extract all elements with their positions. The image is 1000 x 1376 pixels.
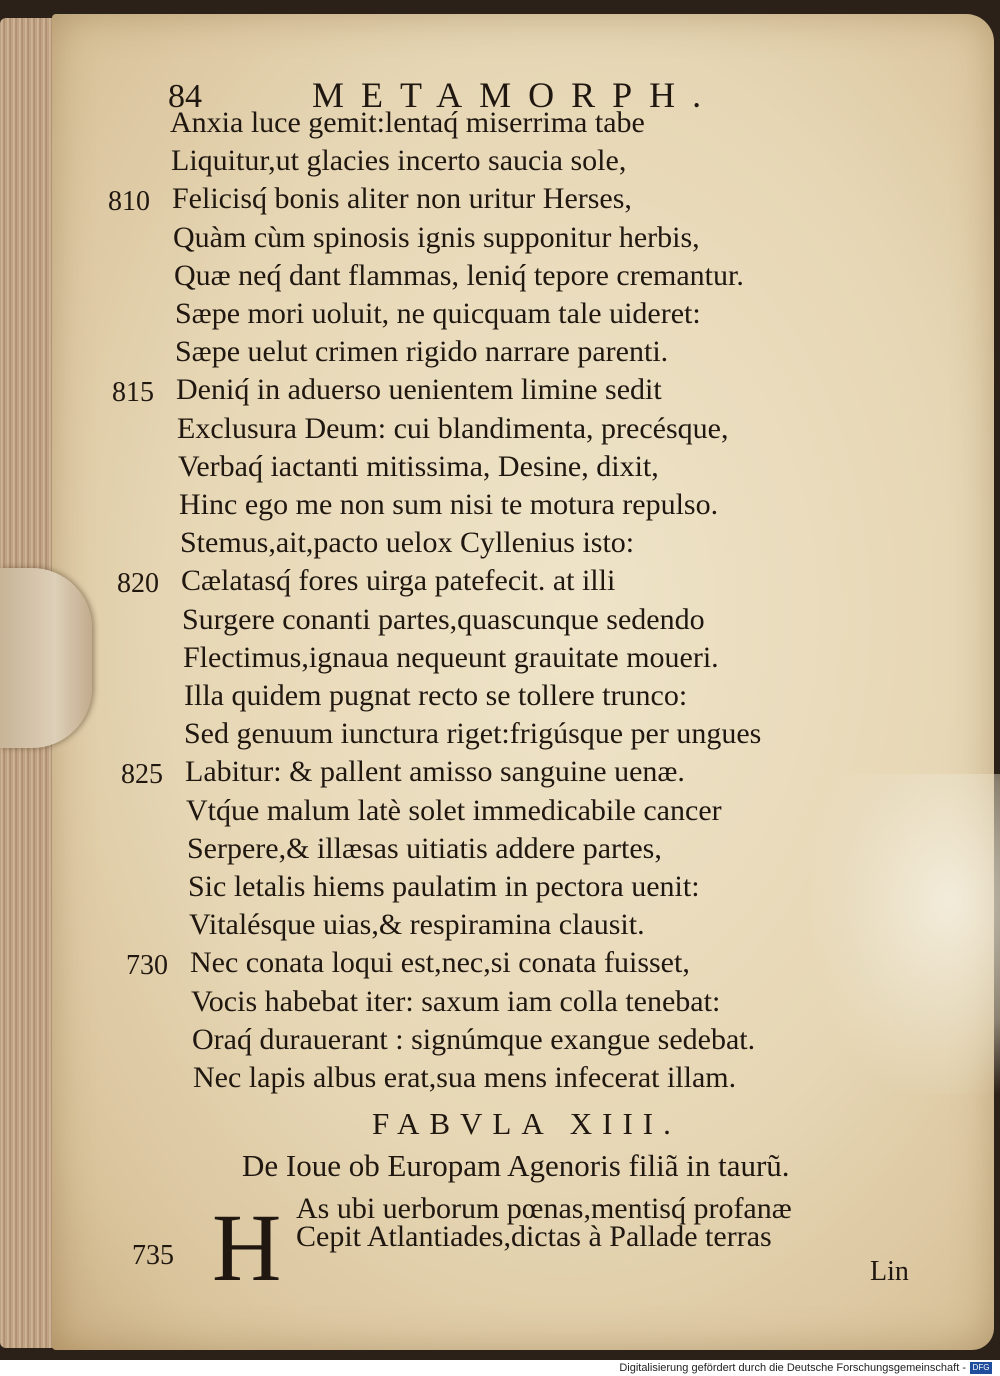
drop-cap: H	[212, 1194, 282, 1301]
verse-line: Surgere conanti partes,quascunque sedendo	[182, 603, 705, 636]
verse-line: Exclusura Deum: cui blandimenta, precésque,	[177, 412, 729, 445]
verse-line: Nec conata loqui est,nec,si conata fuisset,	[190, 946, 690, 979]
line-number: 820	[117, 568, 159, 599]
verse-line: Vocis habebat iter: saxum iam colla tenebat:	[191, 985, 721, 1018]
verse-line: Anxia luce gemit:lentaq́ miserrima tabe	[170, 106, 645, 139]
book-clasp	[0, 568, 92, 748]
verse-line: Illa quidem pugnat recto se tollere trunco:	[184, 679, 688, 712]
verse-line: Verbaq́ iactanti mitissima, Desine, dixit,	[178, 450, 659, 483]
verse-line: Deniq́ in aduerso uenientem limine sedit	[176, 373, 662, 406]
fabula-line: As ubi uerborum pœnas,mentisq́ profanæ	[296, 1192, 792, 1225]
running-head: METAMORPH.	[312, 75, 719, 115]
verse-line: Sic letalis hiems paulatim in pectora uenit:	[188, 870, 700, 903]
verse-line: Sed genuum iunctura riget:frigúsque per ungues	[184, 717, 762, 750]
verse-line: Quæ neq́ dant flammas, leniq́ tepore cremantur.	[174, 259, 744, 292]
verse-line: Sæpe mori uoluit, ne quicquam tale uideret:	[175, 297, 701, 330]
verse-line: Stemus,ait,pacto uelox Cyllenius isto:	[180, 526, 635, 559]
verse-line: Liquitur,ut glacies incerto saucia sole,	[171, 144, 627, 177]
verse-line: Vitalésque uias,& respiramina clausit.	[189, 908, 645, 941]
verse-line: Cælatasq́ fores uirga patefecit. at illi	[181, 564, 616, 597]
verse-line: Labitur: & pallent amisso sanguine uenæ.	[185, 755, 685, 788]
digitization-credit: Digitalisierung gefördert durch die Deutsche Forschungsgemeinschaft -	[619, 1362, 966, 1374]
page-number: 84	[168, 78, 202, 115]
fabula-line: Cepit Atlantiades,dictas à Pallade terras	[296, 1220, 772, 1253]
line-number: 825	[121, 759, 163, 790]
fabula-title: De Ioue ob Europam Agenoris filiã in taurũ.	[242, 1148, 790, 1183]
verse-line: Vtq́ue malum latè solet immedicabile cancer	[186, 794, 722, 827]
fabula-heading: FABVLA XIII.	[372, 1106, 681, 1141]
verse-line: Nec lapis albus erat,sua mens infecerat illam.	[193, 1061, 737, 1094]
verse-line: Hinc ego me non sum nisi te motura repulso.	[179, 488, 719, 521]
verse-line: Quàm cùm spinosis ignis supponitur herbis,	[173, 221, 700, 254]
line-number: 735	[132, 1240, 174, 1271]
catchword: Lin	[870, 1256, 909, 1287]
verse-line: Oraq́ durauerant : signúmque exangue sedebat.	[192, 1023, 756, 1056]
verse-line: Sæpe uelut crimen rigido narrare parenti.	[175, 335, 669, 368]
line-number: 730	[126, 950, 168, 981]
line-number: 810	[108, 186, 150, 217]
verse-line: Flectimus,ignaua nequeunt grauitate moueri.	[183, 641, 719, 674]
verse-line: Serpere,& illæsas uitiatis addere partes,	[187, 832, 662, 865]
verse-line: Felicisq́ bonis aliter non uritur Herses,	[172, 182, 632, 215]
water-stain	[812, 774, 1000, 1094]
dfg-logo: DFG	[970, 1362, 992, 1374]
line-number: 815	[112, 377, 154, 408]
